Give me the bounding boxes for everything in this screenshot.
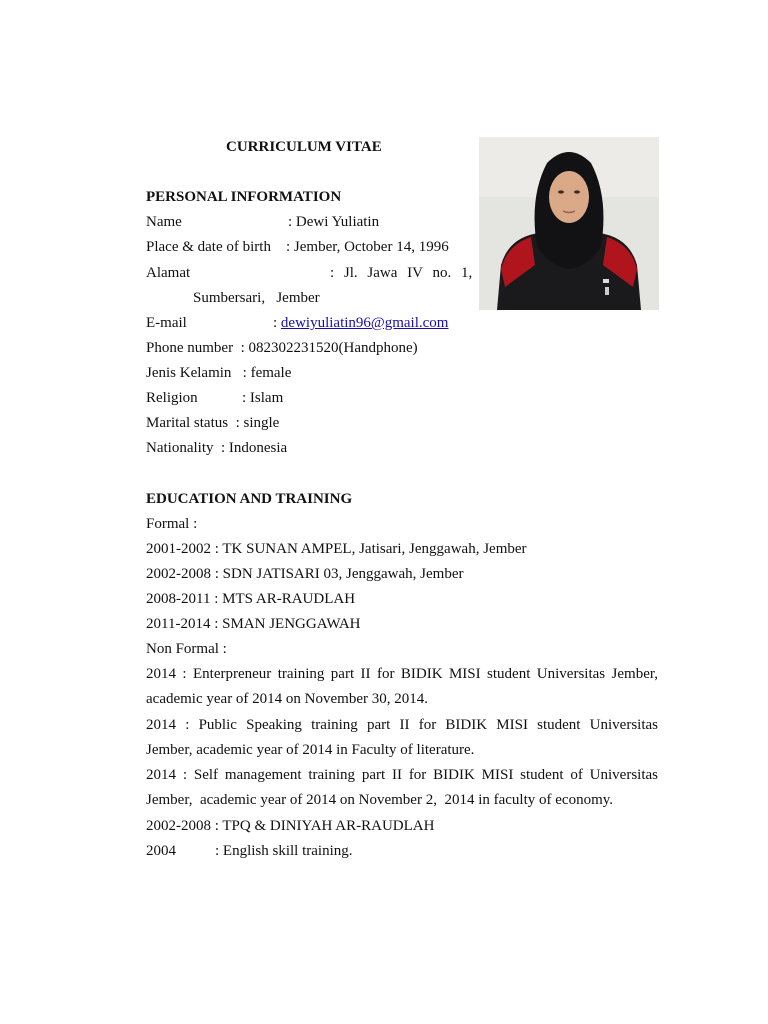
nonformal-item: 2002-2008 : TPQ & DINIYAH AR-RAUDLAH [146, 818, 435, 834]
nationality-row: Nationality : Indonesia [146, 440, 288, 456]
nonformal-item: 2014 : Enterpreneur training part II for BIDIK MISI student Universitas Jember, [146, 666, 658, 682]
formal-item: 2011-2014 : SMAN JENGGAWAH [146, 616, 361, 632]
cv-title: CURRICULUM VITAE [226, 139, 382, 155]
email-row [146, 313, 449, 333]
name-row [146, 212, 380, 232]
formal-item: 2008-2011 : MTS AR-RAUDLAH [146, 591, 356, 607]
religion-row [146, 388, 284, 408]
profile-photo [479, 137, 659, 310]
nonformal-item: 2014 : Self management training part II for BIDIK MISI student of Universitas [146, 767, 658, 783]
english-year: 2004 [146, 843, 176, 859]
email-separator: : [273, 315, 278, 331]
portrait-illustration [479, 137, 659, 310]
birth-value: : Jember, October 14, 1996 [286, 239, 449, 255]
nonformal-item-cont: Jember, academic year of 2014 on November 2, 2014 in faculty of economy. [146, 792, 614, 808]
birth-label: Place & date of birth [146, 239, 271, 255]
formal-label: Formal : [146, 516, 198, 532]
phone-row: Phone number : 082302231520(Handphone) [146, 340, 418, 356]
english-row [146, 841, 353, 861]
religion-label: Religion [146, 390, 198, 406]
address-line2: Sumbersari, Jember [193, 290, 320, 306]
formal-item: 2002-2008 : SDN JATISARI 03, Jenggawah, Jember [146, 566, 464, 582]
marital-row: Marital status : single [146, 415, 280, 431]
email-label: E-mail [146, 315, 187, 331]
nonformal-item-cont: academic year of 2014 on November 30, 2014. [146, 691, 428, 707]
gender-row: Jenis Kelamin : female [146, 365, 292, 381]
nonformal-label: Non Formal : [146, 641, 227, 657]
religion-value: : Islam [242, 390, 284, 406]
english-value: : English skill training. [215, 843, 353, 859]
nonformal-item-cont: Jember, academic year of 2014 in Faculty of literature. [146, 742, 475, 758]
name-value: : Dewi Yuliatin [288, 214, 380, 230]
personal-heading: PERSONAL INFORMATION [146, 189, 342, 205]
email-link[interactable]: dewiyuliatin96@gmail.com [280, 315, 449, 331]
address-row [146, 263, 473, 283]
address-label: Alamat [146, 265, 191, 281]
address-value: : Jl. Jawa IV no. 1, [330, 265, 473, 281]
education-heading: EDUCATION AND TRAINING [146, 491, 353, 507]
formal-item: 2001-2002 : TK SUNAN AMPEL, Jatisari, Jenggawah, Jember [146, 541, 527, 557]
nonformal-item: 2014 : Public Speaking training part II for BIDIK MISI student Universitas [146, 717, 658, 733]
name-label: Name [146, 214, 182, 230]
birth-row [146, 237, 449, 257]
